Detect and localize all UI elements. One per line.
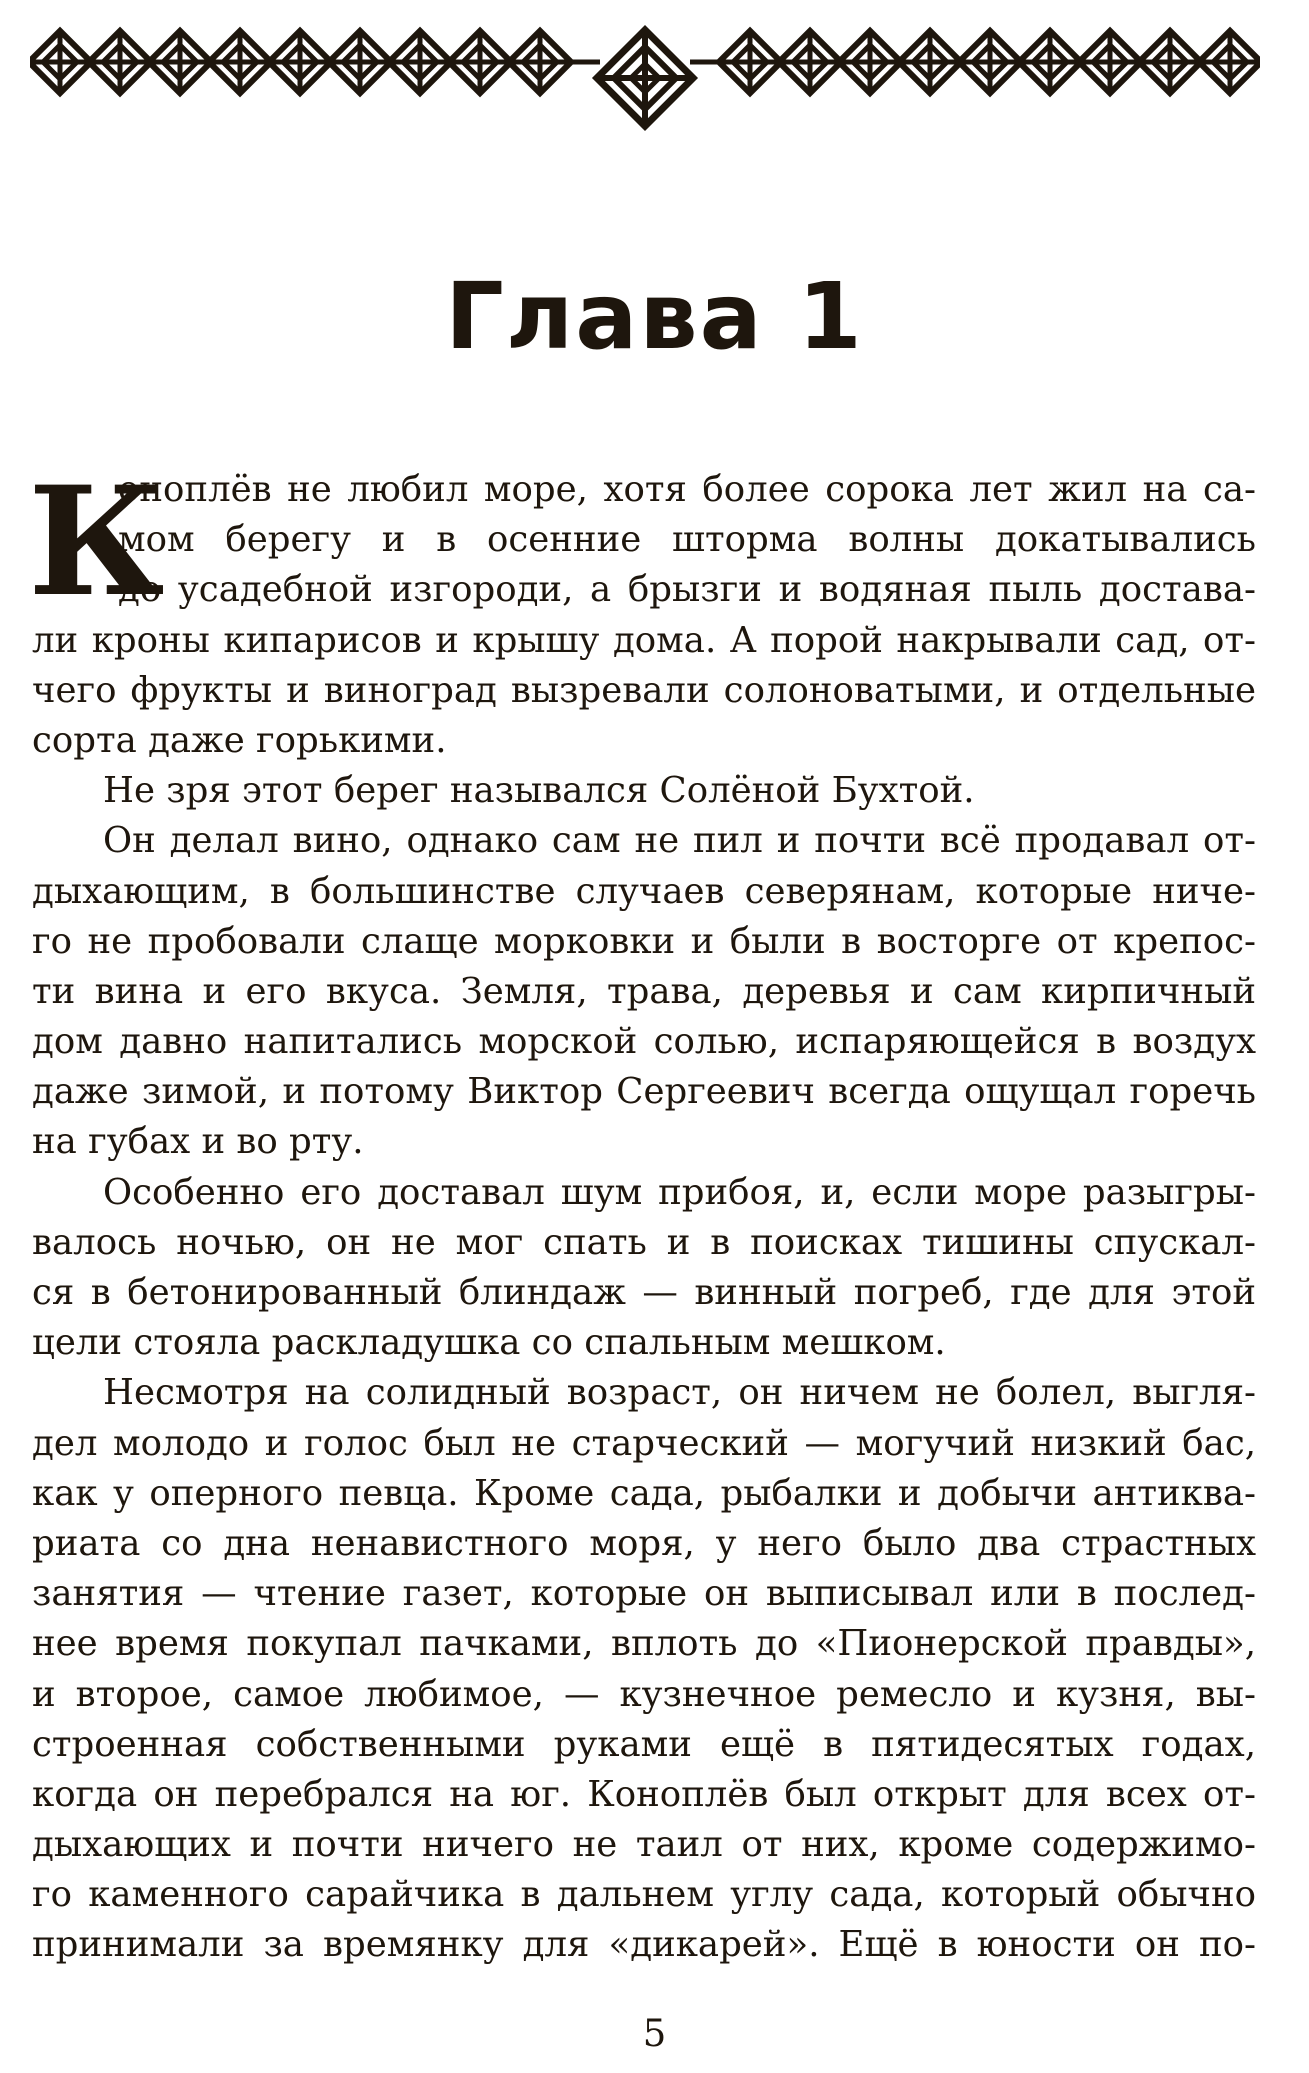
text-line: мом берегу и в осенние шторма волны докатывались [118, 519, 1256, 561]
page-number: 5 [642, 2012, 667, 2055]
text-line: валось ночью, он не мог спать и в поисках тишины спускал- [32, 1221, 1256, 1263]
slavic-knot-ornament [30, 4, 1260, 154]
text-line: даже зимой, и потому Виктор Сергеевич всегда ощущал горечь [32, 1071, 1256, 1113]
text-line: и второе, самое любимое, — кузнечное ремесло и кузня, вы- [32, 1673, 1256, 1715]
body-text [28, 454, 1256, 1971]
text-line: когда он перебрался на юг. Коноплёв был открыт для всех от- [32, 1773, 1256, 1815]
text-line: нее время покупал пачками, вплоть до «Пионерской правды», [32, 1623, 1256, 1665]
text-line: ся в бетонированный блиндаж — винный погреб, где для этой [32, 1272, 1256, 1313]
text-line: строенная собственными руками ещё в пятидесятых годах, [32, 1723, 1256, 1765]
text-line: го не пробовали слаще морковки и были в восторге от крепос- [32, 920, 1256, 962]
text-line: Не зря этот берег назывался Солёной Бухтой. [103, 770, 975, 812]
text-line: го каменного сарайчика в дальнем углу сада, который обычно [32, 1874, 1256, 1916]
text-line: чего фрукты и виноград вызревали солоноватыми, и отдельные [32, 669, 1256, 711]
text-line: ти вина и его вкуса. Земля, трава, деревья и сам кирпичный [32, 970, 1256, 1012]
text-line: дыхающих и почти ничего не таил от них, кроме содержимо- [32, 1824, 1256, 1866]
text-line: принимали за времянку для «дикарей». Ещё в юности он по- [32, 1924, 1256, 1966]
text-line: Он делал вино, однако сам не пил и почти всё продавал от- [103, 820, 1256, 862]
text-line: Особенно его доставал шум прибоя, и, если море разыгры- [103, 1171, 1256, 1213]
text-line: на губах и во рту. [32, 1121, 364, 1163]
text-line: сорта даже горькими. [32, 719, 447, 761]
text-line: риата со дна ненавистного моря, у него было два страстных [32, 1522, 1256, 1564]
text-line: дыхающим, в большинстве случаев северянам, которые ниче- [32, 870, 1256, 912]
text-line: оноплёв не любил море, хотя более сорока лет жил на са- [118, 469, 1256, 510]
text-line: ли кроны кипарисов и крышу дома. А порой накрывали сад, от- [32, 619, 1256, 661]
text-line: цели стояла раскладушка со спальным мешком. [32, 1322, 946, 1364]
text-line: до усадебной изгороди, а брызги и водяная пыль достава- [118, 569, 1256, 611]
drop-cap: К [28, 454, 165, 630]
chapter-title: Глава 1 [445, 263, 864, 370]
text-line: Несмотря на солидный возраст, он ничем не болел, выгля- [103, 1372, 1256, 1414]
text-line: дом давно напитались морской солью, испаряющейся в воздух [32, 1021, 1256, 1063]
text-line: дел молодо и голос был не старческий — могучий низкий бас, [32, 1422, 1256, 1464]
text-line: как у оперного певца. Кроме сада, рыбалки и добычи антиква- [32, 1472, 1256, 1514]
text-line: занятия — чтение газет, которые он выписывал или в послед- [32, 1573, 1256, 1615]
